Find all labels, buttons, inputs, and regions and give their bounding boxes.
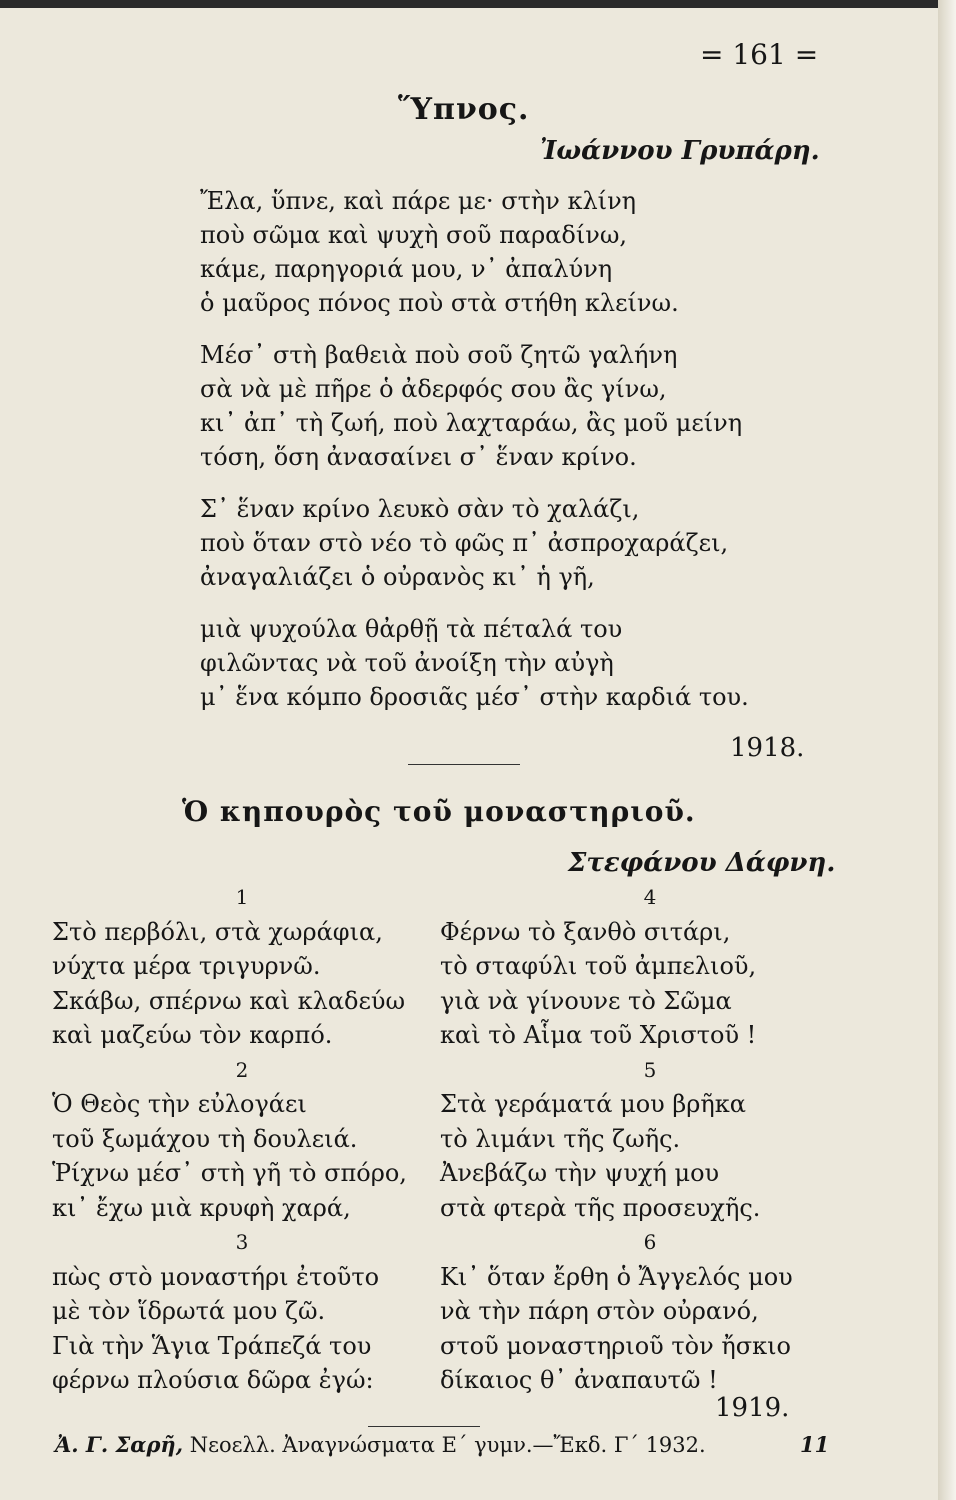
stanza-number: 4 xyxy=(643,885,657,909)
verse-line: Σκάβω, σπέρνω καὶ κλαδεύω xyxy=(52,986,406,1015)
verse-line: κάμε, παρηγοριά μου, ν᾽ ἀπαλύνη xyxy=(200,255,613,283)
verse-line: μιὰ ψυχούλα θἀρθῇ τὰ πέταλά του xyxy=(200,615,623,643)
stanza-number: 6 xyxy=(643,1230,657,1254)
poem2-year: 1919. xyxy=(715,1393,790,1423)
verse-line: Ὁ Θεὸς τὴν εὐλογάει xyxy=(52,1090,307,1118)
verse-line: φιλῶντας νὰ τοῦ ἀνοίξη τὴν αὐγὴ xyxy=(200,649,614,677)
verse-line: καὶ τὸ Αἷμα τοῦ Χριστοῦ ! xyxy=(440,1021,757,1049)
top-edge xyxy=(0,0,956,8)
poem2-left-column xyxy=(52,880,432,1398)
verse-line: ἀναγαλιάζει ὁ οὐρανὸς κι᾽ ἡ γῆ, xyxy=(200,563,595,591)
verse-line: σὰ νὰ μὲ πῆρε ὁ ἀδερφός σου ἂς γίνω, xyxy=(200,375,667,403)
verse-line: ποὺ σῶμα καὶ ψυχὴ σοῦ παραδίνω, xyxy=(200,221,628,249)
printer-signature: 11 xyxy=(800,1432,830,1457)
verse-line: τοῦ ξωμάχου τὴ δουλειά. xyxy=(52,1124,358,1153)
verse-line: στοῦ μοναστηριοῦ τὸν ἤσκιο xyxy=(440,1331,791,1360)
verse-line: τὸ λιμάνι τῆς ζωῆς. xyxy=(440,1124,681,1153)
stanza xyxy=(200,612,749,714)
verse-line: κι᾽ ἀπ᾽ τὴ ζωή, ποὺ λαχταράω, ἂς μοῦ μείνη xyxy=(200,409,743,437)
section-divider xyxy=(408,764,520,765)
verse-line: Ἔλα, ὕπνε, καὶ πάρε με· στὴν κλίνη xyxy=(200,187,637,215)
stanza xyxy=(200,184,749,320)
verse-line: Ἀνεβάζω τὴν ψυχή μου xyxy=(440,1159,720,1187)
poem1-author: Ἰωάννου Γρυπάρη. xyxy=(540,136,820,166)
verse-line: μὲ τὸν ἵδρωτά μου ζῶ. xyxy=(52,1297,326,1325)
verse-line: στὰ φτερὰ τῆς προσευχῆς. xyxy=(440,1193,761,1222)
poem1-title: Ὕπνος. xyxy=(398,92,530,127)
verse-line: Στὰ γεράματά μου βρῆκα xyxy=(440,1090,746,1118)
verse-line: Μέσ᾽ στὴ βαθειὰ ποὺ σοῦ ζητῶ γαλήνη xyxy=(200,341,678,369)
verse-line: κι᾽ ἔχω μιὰ κρυφὴ χαρά, xyxy=(52,1193,351,1222)
verse-line: μ᾽ ἕνα κόμπο δροσιᾶς μέσ᾽ στὴν καρδιά του. xyxy=(200,683,749,711)
page-edge xyxy=(938,0,956,1500)
stanza xyxy=(200,338,749,474)
verse-line: Σ᾽ ἕναν κρίνο λευκὸ σὰν τὸ χαλάζι, xyxy=(200,495,640,523)
footer-author: Ἀ. Γ. Σαρῆ, xyxy=(55,1432,183,1457)
footer-text: Νεοελλ. Ἀναγνώσματα Ε΄ γυμν.—Ἔκδ. Γ΄ 1932. xyxy=(189,1433,706,1457)
verse-line: ποὺ ὅταν στὸ νέο τὸ φῶς π᾽ ἀσπροχαράζει, xyxy=(200,529,729,557)
stanza-number: 5 xyxy=(643,1057,657,1082)
stanza-number: 1 xyxy=(235,885,249,909)
verse-line: τὸ σταφύλι τοῦ ἀμπελιοῦ, xyxy=(440,952,757,980)
verse-line: δίκαιος θ᾽ ἀναπαυτῶ ! xyxy=(440,1366,718,1394)
poem1-year: 1918. xyxy=(730,733,805,763)
poem2-right-column xyxy=(440,880,860,1398)
poem2-author: Στεφάνου Δάφνη. xyxy=(568,848,836,878)
verse-line: Ῥίχνω μέσ᾽ στὴ γῆ τὸ σπόρο, xyxy=(52,1159,407,1187)
verse-line: Κι᾽ ὅταν ἔρθη ὁ Ἄγγελός μου xyxy=(440,1262,793,1291)
poem1-body xyxy=(200,184,749,714)
verse-line: Γιὰ τὴν Ἅγια Τράπεζά του xyxy=(52,1331,372,1360)
verse-line: γιὰ νὰ γίνουνε τὸ Σῶμα xyxy=(440,986,732,1015)
footer-rule xyxy=(368,1426,480,1427)
verse-line: Στὸ περβόλι, στὰ χωράφια, xyxy=(52,917,383,946)
verse-line: Φέρνω τὸ ξανθὸ σιτάρι, xyxy=(440,917,731,946)
verse-line: πὼς στὸ μοναστήρι ἐτοῦτο xyxy=(52,1262,380,1291)
stanza-number: 2 xyxy=(235,1057,249,1082)
verse-line: νὰ τὴν πάρη στὸν οὐρανό, xyxy=(440,1297,759,1325)
verse-line: νύχτα μέρα τριγυρνῶ. xyxy=(52,952,321,980)
verse-line: ὁ μαῦρος πόνος ποὺ στὰ στήθη κλείνω. xyxy=(200,289,679,317)
footer xyxy=(55,1432,830,1457)
page-number: = 161 = xyxy=(700,38,819,71)
stanza xyxy=(200,492,749,594)
poem2-title: Ὁ κηπουρὸς τοῦ μοναστηριοῦ. xyxy=(182,795,696,828)
verse-line: φέρνω πλούσια δῶρα ἐγώ: xyxy=(52,1366,374,1394)
verse-line: καὶ μαζεύω τὸν καρπό. xyxy=(52,1021,333,1049)
stanza-number: 3 xyxy=(235,1230,249,1254)
verse-line: τόση, ὅση ἀνασαίνει σ᾽ ἕναν κρίνο. xyxy=(200,443,637,471)
